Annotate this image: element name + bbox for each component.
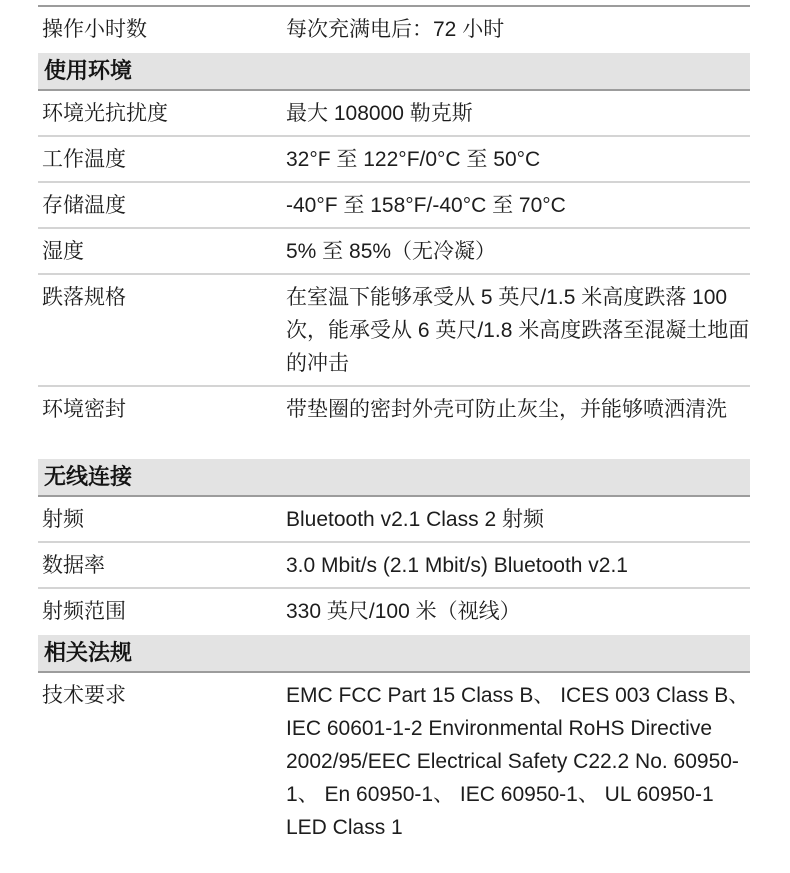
table-row-ambient-light — [38, 91, 750, 137]
row-label: 射频 — [42, 508, 84, 531]
row-label: 技术要求 — [42, 684, 126, 707]
section-header-usage-environment — [38, 53, 750, 91]
row-value: 32°F 至 122°F/0°C 至 50°C — [286, 148, 541, 171]
table-row-operating-temp — [38, 137, 750, 183]
row-label: 跌落规格 — [42, 286, 126, 309]
section-title: 使用环境 — [44, 58, 133, 83]
row-label: 湿度 — [42, 240, 84, 263]
row-label: 操作小时数 — [42, 18, 147, 41]
row-value: 在室温下能够承受从 5 英尺/1.5 米高度跌落 100 次，能承受从 6 英尺/1.8 米高度跌落至混凝土地面的冲击 — [286, 286, 750, 375]
row-value: -40°F 至 158°F/-40°C 至 70°C — [286, 194, 566, 217]
table-row-drop-spec — [38, 275, 750, 387]
spec-table — [38, 5, 750, 849]
row-label: 环境光抗扰度 — [42, 102, 168, 125]
table-row-technical-requirements — [38, 673, 750, 849]
row-label: 射频范围 — [42, 600, 126, 623]
section-title: 无线连接 — [44, 464, 133, 489]
table-row-data-rate — [38, 543, 750, 589]
row-value: 330 英尺/100 米（视线） — [286, 600, 521, 623]
row-value: 每次充满电后：72 小时 — [286, 18, 505, 41]
section-gap — [38, 431, 750, 457]
row-value: Bluetooth v2.1 Class 2 射频 — [286, 508, 544, 531]
row-value: 带垫圈的密封外壳可防止灰尘，并能够喷洒清洗 — [286, 398, 727, 421]
table-row-humidity — [38, 229, 750, 275]
row-value: 最大 108000 勒克斯 — [286, 102, 473, 125]
row-label: 存储温度 — [42, 194, 126, 217]
row-value: 3.0 Mbit/s (2.1 Mbit/s) Bluetooth v2.1 — [286, 554, 628, 577]
table-row-radio-range — [38, 589, 750, 633]
section-title: 相关法规 — [44, 640, 133, 665]
row-label: 数据率 — [42, 554, 105, 577]
table-row-storage-temp — [38, 183, 750, 229]
row-label: 环境密封 — [42, 398, 126, 421]
table-row-radio — [38, 497, 750, 543]
section-header-wireless — [38, 459, 750, 497]
table-row-operating-hours — [38, 7, 750, 51]
table-row-environmental-sealing — [38, 387, 750, 431]
section-header-regulatory — [38, 635, 750, 673]
row-value: EMC FCC Part 15 Class B、 ICES 003 Class B、 IEC 60601-1-2 Environmental RoHS Directive 2002/95/EEC Electrical Safety C22.2 No. 60950-1、 En 60950-1、 IEC 60950-1、 UL 60950-1 LED Class 1 — [286, 684, 750, 839]
row-value: 5% 至 85%（无冷凝） — [286, 240, 497, 263]
row-label: 工作温度 — [42, 148, 126, 171]
